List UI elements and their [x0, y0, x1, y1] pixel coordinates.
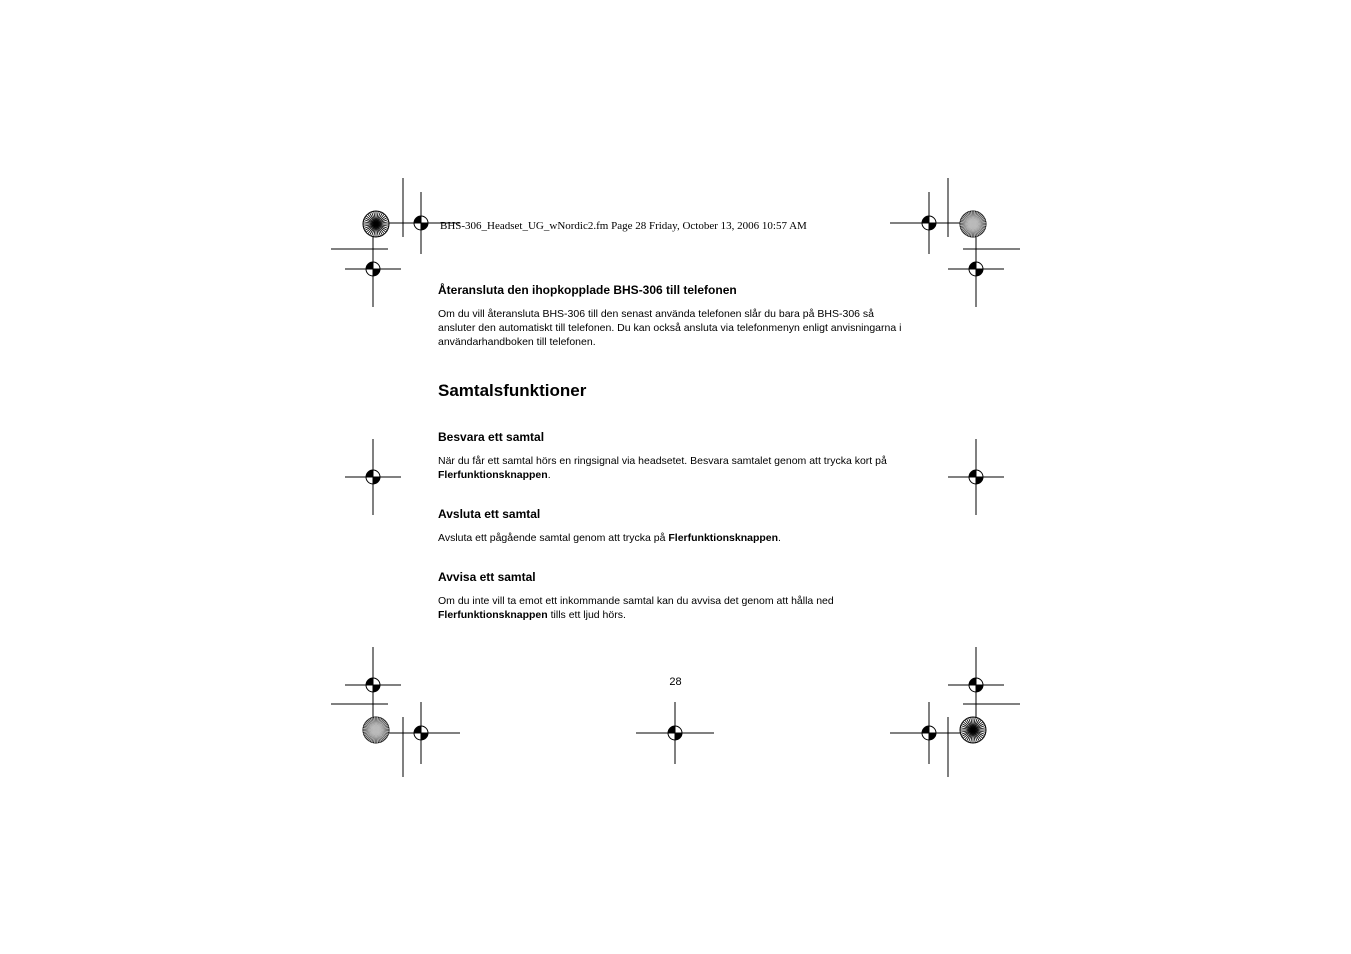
answer-text-before: När du får ett samtal hörs en ringsignal via headsetet. Besvara samtalet genom att trycka kort på	[438, 455, 887, 467]
starburst-mark	[960, 717, 986, 743]
reconnect-paragraph: Om du vill återansluta BHS-306 till den senast använda telefonen slår du bara på BHS-306 så ansluter den automatiskt till telefonen. Du kan också ansluta via telefonmenyn enligt anvisningarna i användarhandboken till telefonen.	[438, 308, 902, 348]
call-functions-heading: Samtalsfunktioner	[438, 381, 587, 400]
starburst-mark	[960, 211, 986, 237]
registration-target	[948, 231, 1004, 307]
reconnect-section	[438, 283, 908, 349]
reject-call-paragraph	[438, 594, 908, 622]
end-call-heading: Avsluta ett samtal	[438, 507, 541, 521]
reject-text-before: Om du inte vill ta emot ett inkommande samtal kan du avvisa det genom att hålla ned	[438, 595, 834, 607]
answer-call-heading: Besvara ett samtal	[438, 430, 545, 444]
registration-target	[345, 231, 401, 307]
multifunction-button-name: Flerfunktionsknappen	[438, 609, 548, 621]
starburst-mark	[363, 211, 389, 237]
answer-call-paragraph	[438, 454, 908, 482]
starburst-mark	[363, 717, 389, 743]
reject-call-heading: Avvisa ett samtal	[438, 570, 536, 584]
call-functions-heading-block	[438, 381, 908, 401]
registration-target	[345, 439, 401, 515]
reconnect-heading: Återansluta den ihopkopplade BHS-306 till telefonen	[438, 283, 737, 297]
reject-call-section	[438, 570, 908, 622]
registration-target	[948, 439, 1004, 515]
end-call-section	[438, 507, 908, 545]
multifunction-button-name: Flerfunktionsknappen	[438, 469, 548, 481]
answer-call-section	[438, 430, 908, 482]
page-number: 28	[669, 676, 682, 688]
reject-text-after: tills ett ljud hörs.	[547, 609, 626, 621]
answer-text-after: .	[547, 469, 551, 481]
registration-target	[890, 702, 968, 764]
file-info-header: BHS-306_Headset_UG_wNordic2.fm Page 28 Friday, October 13, 2006 10:57 AM	[440, 220, 807, 232]
registration-target	[636, 702, 714, 764]
end-text-before: Avsluta ett pågående samtal genom att trycka på	[438, 532, 669, 544]
registration-target	[890, 192, 968, 254]
end-text-after: .	[778, 532, 781, 544]
registration-target	[382, 702, 460, 764]
multifunction-button-name: Flerfunktionsknappen	[668, 532, 779, 544]
end-call-paragraph	[438, 531, 908, 545]
